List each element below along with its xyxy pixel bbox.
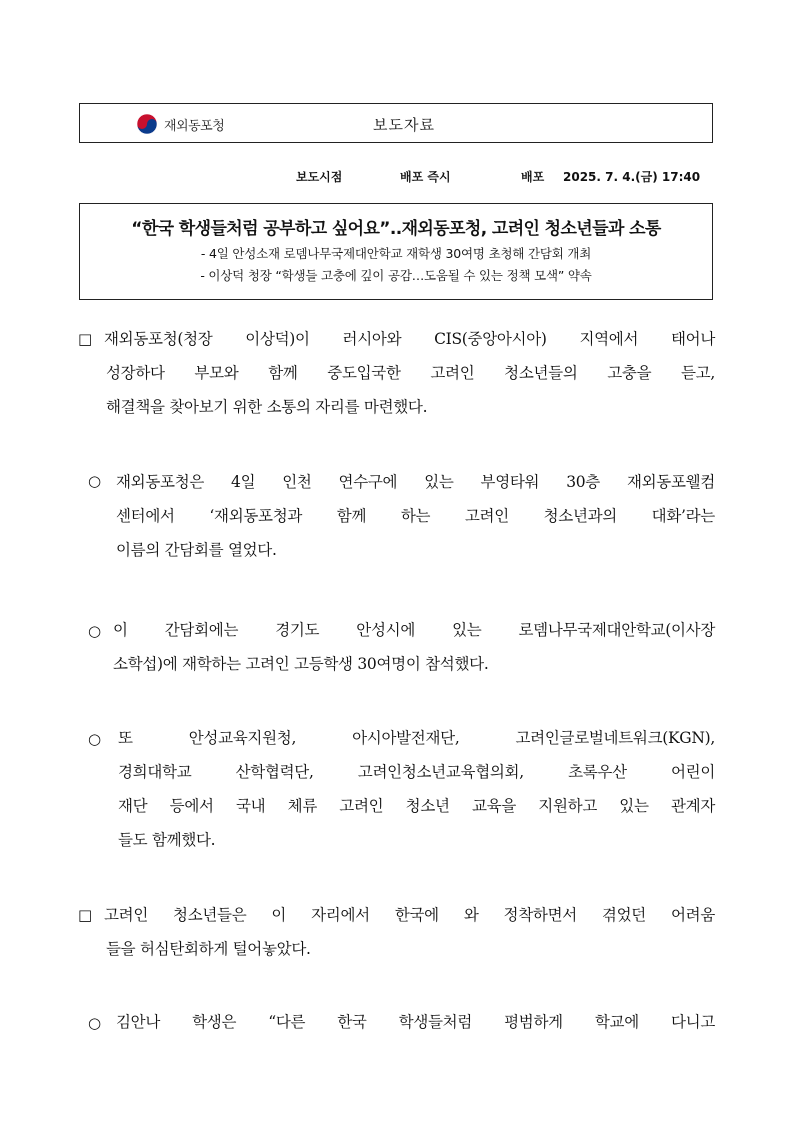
paragraph-4 (118, 721, 715, 857)
taegeuk-logo-icon (136, 113, 158, 135)
paragraph-6 (116, 1005, 715, 1039)
release-label: 보도시점 (296, 170, 343, 184)
headline-title: “한국 학생들처럼 공부하고 싶어요”..재외동포청, 고려인 청소년들과 소통 (131, 219, 661, 239)
circle-bullet: ○ (88, 1014, 102, 1032)
release-value: 배포 즉시 (400, 170, 451, 184)
paragraph-line: 들을 허심탄회하게 털어놓았다. (106, 940, 311, 958)
circle-bullet: ○ (88, 472, 102, 490)
paragraph-line: 센터에서 ‘재외동포청과 함께 하는 고려인 청소년과의 대화’라는 (116, 507, 715, 525)
circle-bullet: ○ (88, 730, 102, 748)
document-type-title: 보도자료 (373, 116, 435, 134)
agency-logo (136, 113, 224, 135)
date-label: 배포 (521, 170, 545, 184)
agency-name: 재외동포청 (164, 118, 225, 134)
paragraph-line: 성장하다 부모와 함께 중도입국한 고려인 청소년들의 고충을 듣고, (106, 364, 715, 382)
paragraph-1-cont (106, 356, 715, 424)
paragraph-line: 재단 등에서 국내 체류 고려인 청소년 교육을 지원하고 있는 관계자 (118, 797, 715, 815)
paragraph-line: 이름의 간담회를 열었다. (116, 541, 277, 559)
paragraph-line: 고려인 청소년들은 이 자리에서 한국에 와 정착하면서 겪었던 어려움 (104, 906, 715, 924)
paragraph-5-cont (106, 932, 715, 966)
press-header-box (79, 103, 713, 143)
paragraph-line: 해결책을 찾아보기 위한 소통의 자리를 마련했다. (106, 398, 428, 416)
square-bullet: □ (78, 330, 93, 348)
paragraph-line: 들도 함께했다. (118, 831, 216, 849)
circle-bullet: ○ (88, 622, 102, 640)
square-bullet: □ (78, 906, 93, 924)
paragraph-line: 이 간담회에는 경기도 안성시에 있는 로뎀나무국제대안학교(이사장 (113, 621, 715, 639)
paragraph-3 (113, 613, 715, 681)
paragraph-line: 경희대학교 산학협력단, 고려인청소년교육협의회, 초록우산 어린이 (118, 763, 715, 781)
paragraph-5 (104, 898, 715, 932)
subheadline-1: - 4일 안성소재 로뎀나무국제대안학교 재학생 30여명 초청해 간담회 개최 (200, 246, 592, 261)
date-value: 2025. 7. 4.(금) 17:40 (563, 170, 701, 184)
paragraph-2 (116, 465, 715, 567)
paragraph-line: 재외동포청은 4일 인천 연수구에 있는 부영타워 30층 재외동포웰컴 (116, 473, 715, 491)
paragraph-line: 김안나 학생은 “다른 한국 학생들처럼 평범하게 학교에 다니고 (116, 1013, 715, 1031)
paragraph-line: 재외동포청(청장 이상덕)이 러시아와 CIS(중앙아시아) 지역에서 태어나 (104, 330, 715, 348)
paragraph-line: 또 안성교육지원청, 아시아발전재단, 고려인글로벌네트워크(KGN), (118, 729, 715, 747)
paragraph-1 (104, 322, 715, 356)
paragraph-line: 소학섭)에 재학하는 고려인 고등학생 30여명이 참석했다. (113, 655, 489, 673)
headline-box (79, 203, 713, 300)
subheadline-2: - 이상덕 청장 “학생들 고충에 깊이 공감…도움될 수 있는 정책 모색” 약속 (200, 268, 592, 283)
